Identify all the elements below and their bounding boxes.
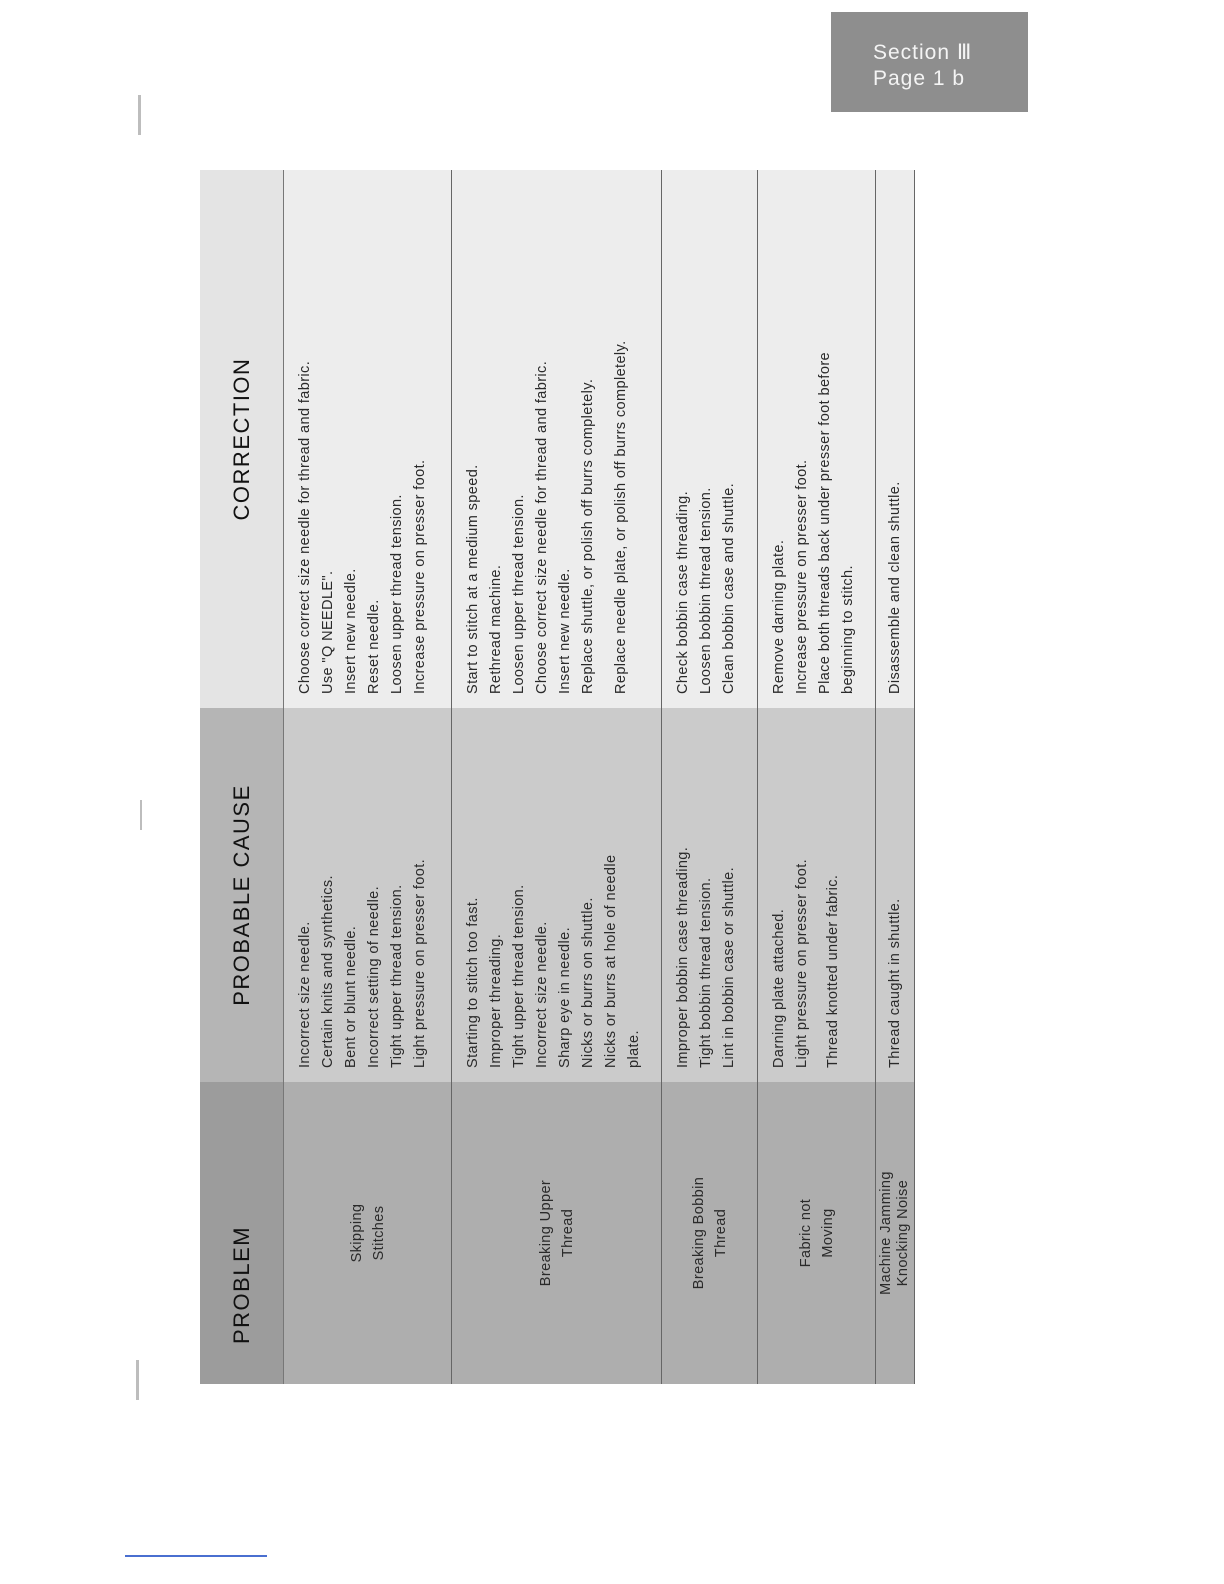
header-correction: CORRECTION [200,170,284,708]
cause-line: Light pressure on presser foot. [794,858,810,1068]
correction-cell [662,170,758,708]
problem-cell [452,1082,662,1384]
table-grid [200,170,915,1384]
correction-line: Loosen bobbin thread tension. [698,487,714,694]
correction-line: Increase pressure on presser foot. [794,459,810,694]
problem-line: Knocking Noise [895,1179,911,1287]
scan-speck [140,800,142,830]
cause-line: Tight upper thread tension. [511,884,527,1068]
problem-line: Fabric not [797,1198,814,1268]
correction-line: Choose correct size needle for thread and fabric. [297,360,313,694]
correction-cell [758,170,876,708]
correction-cell [876,170,915,708]
cause-line: Thread knotted under fabric. [825,874,841,1068]
scan-speck [138,95,141,135]
cause-line: Darning plate attached. [771,908,787,1068]
cause-line: Improper threading. [488,933,504,1068]
problem-cell [758,1082,876,1384]
problem-cell [876,1082,915,1384]
correction-line: Check bobbin case threading. [675,490,691,694]
cause-cell [876,708,915,1082]
problem-line: Moving [819,1208,836,1258]
problem-line: Machine Jamming [878,1171,894,1295]
cause-cell [284,708,452,1082]
correction-line: Loosen upper thread tension. [511,494,527,694]
correction-line: Clean bobbin case and shuttle. [721,482,737,694]
cause-cell [452,708,662,1082]
section-tab [831,12,1028,112]
cause-cell [662,708,758,1082]
cause-line: Bent or blunt needle. [343,925,359,1068]
correction-line: Loosen upper thread tension. [389,494,405,694]
problem-cell [662,1082,758,1384]
footer-rule [125,1555,267,1557]
cause-line: Certain knits and synthetics. [320,875,336,1068]
correction-line: Reset needle. [366,599,382,694]
problem-line: Thread [712,1208,729,1258]
cause-line: Light pressure on presser foot. [412,858,428,1068]
cause-line: Tight bobbin thread tension. [698,877,714,1068]
cause-line: Sharp eye in needle. [557,926,573,1068]
cause-line: Nicks or burrs at hole of needle [603,854,619,1068]
cause-line: Incorrect size needle. [534,921,550,1068]
correction-line: Disassemble and clean shuttle. [887,481,903,694]
correction-line: beginning to stitch. [840,565,856,694]
section-label: Section Ⅲ [873,41,973,64]
cause-line: Incorrect size needle. [297,921,313,1068]
problem-line: Stitches [370,1205,387,1261]
cause-line: Incorrect setting of needle. [366,885,382,1068]
scan-speck [136,1360,139,1400]
cause-line: plate. [626,1030,642,1068]
header-probable-cause: PROBABLE CAUSE [200,708,284,1082]
correction-cell [452,170,662,708]
cause-line: Nicks or burrs on shuttle. [580,897,596,1068]
rotated-table [200,170,915,1384]
cause-line: Thread caught in shuttle. [887,898,903,1068]
correction-line: Rethread machine. [488,564,504,694]
problem-cell [284,1082,452,1384]
correction-line: Start to stitch at a medium speed. [465,464,481,694]
page-label: Page 1 b [873,67,966,90]
header-problem: PROBLEM [200,1082,284,1384]
correction-line: Replace shuttle, or polish off burrs completely. [580,378,596,694]
correction-line: Increase pressure on presser foot. [412,459,428,694]
cause-line: Tight upper thread tension. [389,884,405,1068]
correction-line: Choose correct size needle for thread and fabric. [534,360,550,694]
problem-line: Breaking Upper [537,1179,554,1287]
cause-cell [758,708,876,1082]
cause-line: Starting to stitch too fast. [465,897,481,1068]
correction-line: Insert new needle. [343,568,359,694]
correction-line: Use "Q NEEDLE". [320,570,336,694]
cause-line: Lint in bobbin case or shuttle. [721,866,737,1068]
correction-line: Replace needle plate, or polish off burrs completely. [613,340,629,694]
troubleshooting-table [200,170,915,1384]
problem-line: Thread [559,1208,576,1258]
problem-line: Breaking Bobbin [690,1176,707,1290]
correction-line: Insert new needle. [557,568,573,694]
correction-line: Place both threads back under presser foot before [817,351,833,694]
correction-line: Remove darning plate. [771,539,787,694]
problem-line: Skipping [348,1203,365,1263]
cause-line: Improper bobbin case threading. [675,846,691,1068]
correction-cell [284,170,452,708]
